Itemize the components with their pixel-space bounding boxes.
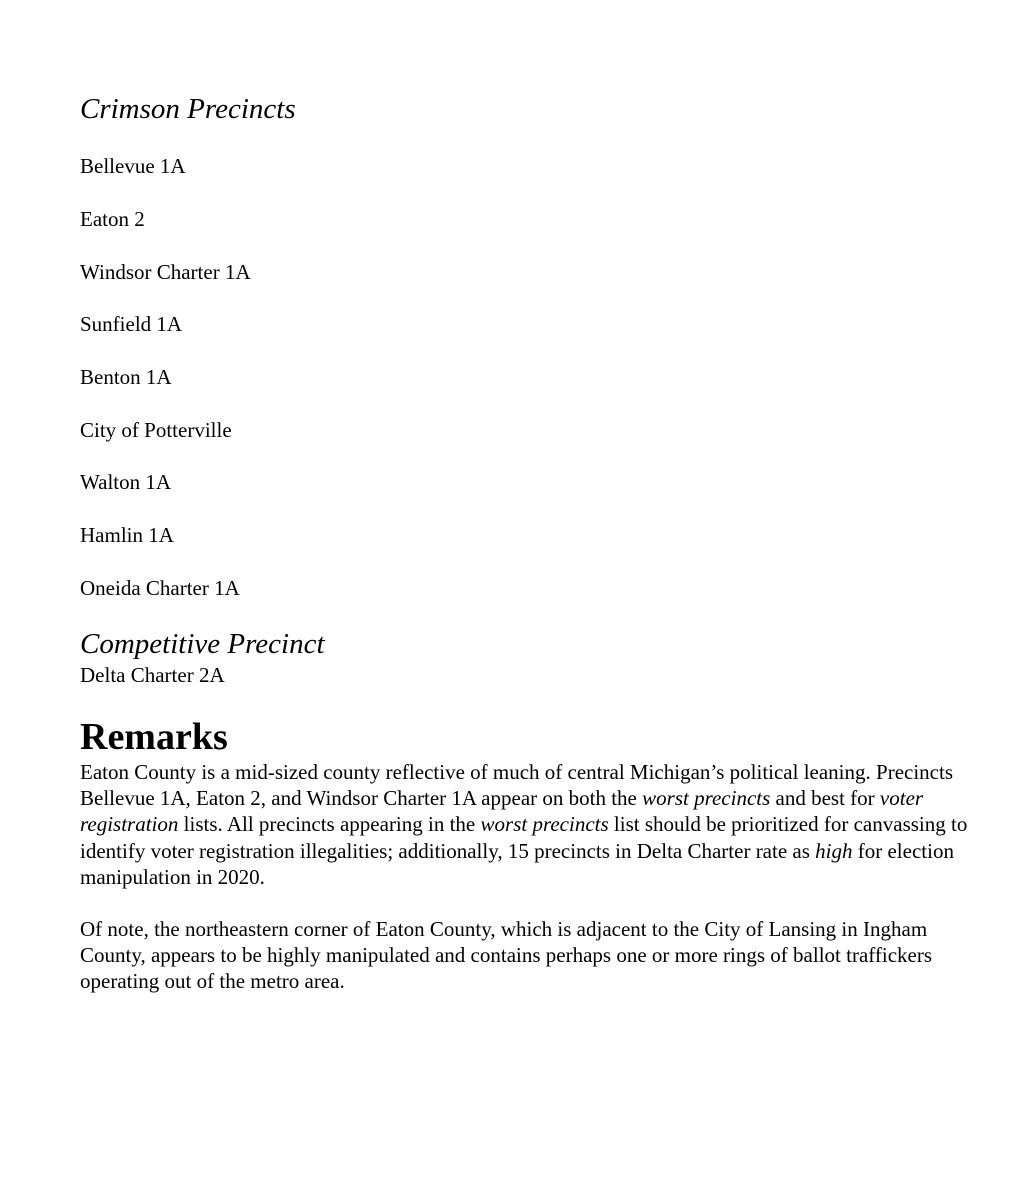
list-item: Delta Charter 2A — [80, 663, 225, 687]
emphasis-text: high — [815, 838, 853, 863]
emphasis-text: worst precincts — [480, 812, 609, 837]
remarks-heading: Remarks — [80, 716, 228, 758]
remarks-paragraph-2: Of note, the northeastern corner of Eaton County, which is adjacent to the City of Lansing in Ingham County, appears to be highly manipulated and contains perhaps one or more rings of ballot traffickers operating out of the metro area. — [80, 917, 933, 994]
emphasis-text: worst precincts — [642, 786, 771, 811]
competitive-precinct-heading: Competitive Precinct — [80, 628, 325, 660]
list-item: City of Potterville — [80, 418, 232, 442]
list-item: Windsor Charter 1A — [80, 260, 251, 284]
list-item: Benton 1A — [80, 365, 172, 389]
list-item: Oneida Charter 1A — [80, 576, 240, 600]
list-item: Walton 1A — [80, 470, 172, 494]
list-item: Bellevue 1A — [80, 154, 186, 178]
crimson-precincts-heading: Crimson Precincts — [80, 93, 296, 125]
text-run: lists. All precincts appearing in the — [178, 812, 481, 837]
text-run: for election manipulation in 2020. — [80, 838, 954, 889]
text-run: and best for — [770, 786, 880, 811]
emphasis-text: voter registration — [80, 786, 924, 837]
text-run: list should be prioritized for canvassing to identify voter registration illegalities; additionally, 15 precincts in Delta Charter rate as — [80, 812, 968, 863]
list-item: Hamlin 1A — [80, 523, 174, 547]
remarks-paragraph-1 — [80, 759, 980, 890]
list-item: Eaton 2 — [80, 207, 145, 231]
list-item: Sunfield 1A — [80, 312, 183, 336]
text-run: Eaton County is a mid-sized county reflective of much of central Michigan’s political leaning. Precincts Bellevue 1A, Eaton 2, and Windsor Charter 1A appear on both the — [80, 760, 953, 811]
